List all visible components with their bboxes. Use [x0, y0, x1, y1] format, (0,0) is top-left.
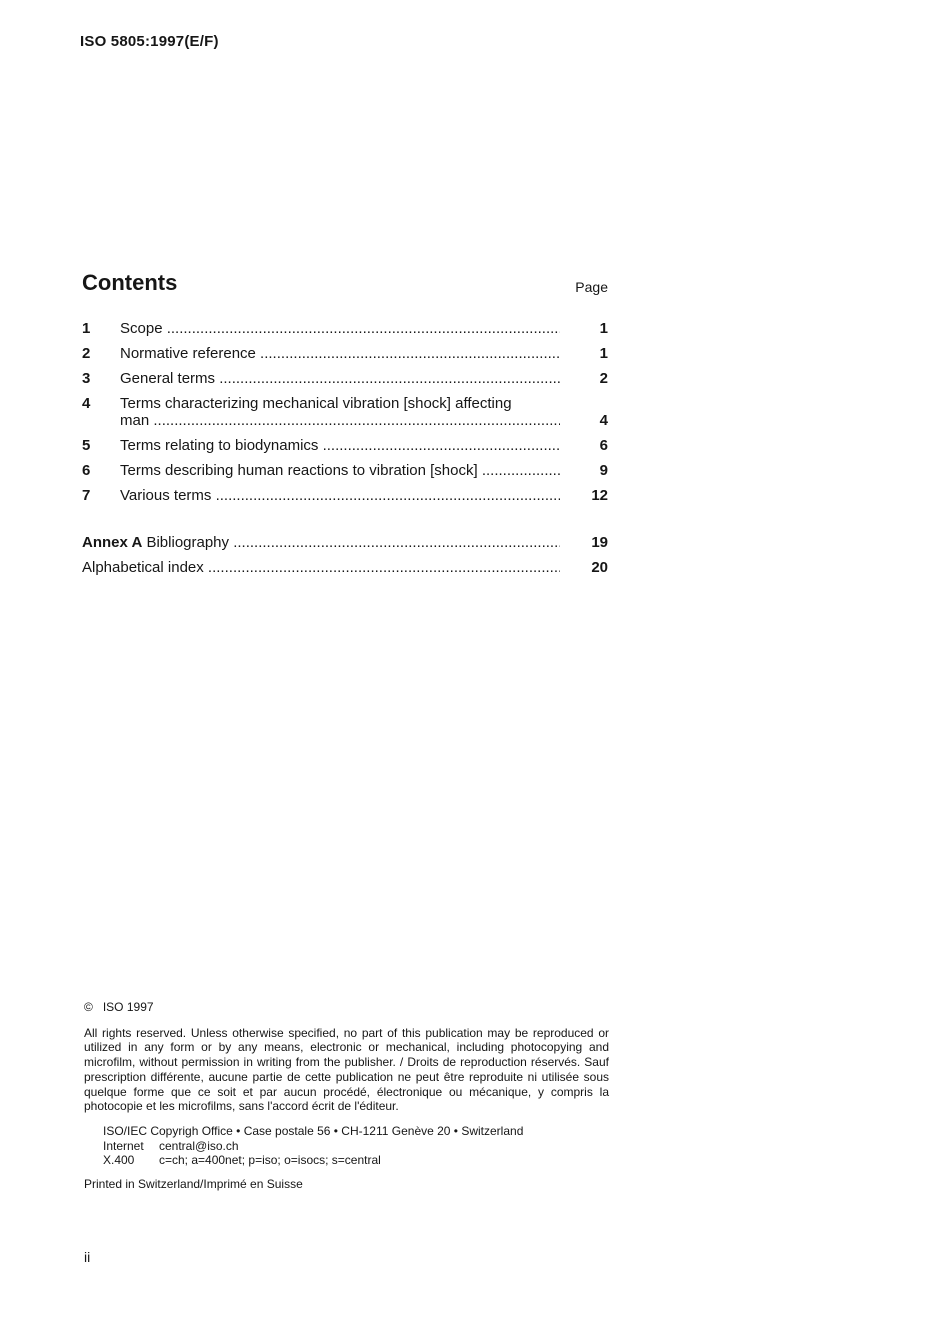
toc-entry-page: 6: [596, 437, 608, 454]
toc-entry-annex-a[interactable]: [82, 534, 610, 551]
toc-entry-title: Terms describing human reactions to vibration [shock]: [120, 462, 478, 479]
toc-entry-page: 19: [587, 534, 608, 551]
printed-in-line: Printed in Switzerland/Imprimé en Suisse: [84, 1177, 303, 1192]
dot-leader: [318, 437, 560, 454]
dot-leader: [229, 534, 560, 551]
annex-title: Bibliography: [146, 534, 230, 551]
toc-entry-title: Scope: [120, 320, 163, 337]
x400-label: X.400: [103, 1153, 135, 1168]
copyright-year: ISO 1997: [102, 1000, 154, 1014]
toc-entry-3[interactable]: [82, 370, 610, 387]
toc-entry-number: 3: [82, 370, 91, 387]
dot-leader: [163, 320, 560, 337]
dot-leader: [149, 412, 560, 429]
rights-statement: All rights reserved. Unless otherwise specified, no part of this publication may be reproduced or utilized in any form or by any means, electronic or mechanical, including photocopying and microfilm, without permission in writing from the publisher. / Droits de reproduction réservés. Sauf prescription différente, aucune partie de cette publication ne peut être reproduite ni utilisée sous quelque forme que ce soit et par aucun procédé, électronique ou mécanique, y compris la photocopie et les microfilms, sans l'accord écrit de l'éditeur.: [84, 1025, 609, 1114]
dot-leader: [211, 487, 560, 504]
internet-value: central@iso.ch: [159, 1138, 239, 1153]
toc-entry-page: 9: [596, 462, 608, 479]
toc-entry-title-continued: man: [120, 412, 150, 429]
toc-entry-4[interactable]: [82, 395, 610, 429]
document-id-header: ISO 5805:1997(E/F): [80, 33, 219, 50]
contents-heading-row: [82, 270, 610, 310]
copyright-icon: ©: [84, 1000, 93, 1014]
toc-entry-title: Terms characterizing mechanical vibration [shock] affecting: [120, 395, 512, 412]
copyright-office-address: [103, 1124, 609, 1168]
index-title: Alphabetical index: [82, 559, 204, 576]
toc-entry-6[interactable]: [82, 462, 610, 479]
spacer: [82, 512, 610, 534]
copyright-notice: [84, 1000, 609, 1192]
toc-entry-page: 1: [596, 345, 608, 362]
toc-entry-page: 4: [596, 412, 608, 429]
toc-entry-5[interactable]: [82, 437, 610, 454]
toc-entry-page: 2: [596, 370, 608, 387]
page-column-label: Page: [575, 279, 608, 295]
toc-entry-page: 20: [587, 559, 608, 576]
toc-entry-7[interactable]: [82, 487, 610, 504]
x400-row: [103, 1153, 609, 1168]
toc-entry-title: Terms relating to biodynamics: [120, 437, 319, 454]
copyright-line: [84, 1000, 609, 1015]
toc-entry-title: General terms: [120, 370, 216, 387]
toc-entry-page: 1: [596, 320, 608, 337]
toc-entry-2[interactable]: [82, 345, 610, 362]
toc-entry-index[interactable]: [82, 559, 610, 576]
toc-list: [82, 320, 610, 576]
toc-entry-page: 12: [587, 487, 608, 504]
toc-entry-number: 4: [82, 395, 91, 412]
toc-entry-number: 1: [82, 320, 91, 337]
toc-entry-title: Various terms: [120, 487, 212, 504]
dot-leader: [256, 345, 560, 362]
x400-value: c=ch; a=400net; p=iso; o=isocs; s=central: [159, 1153, 381, 1168]
page-number: ii: [84, 1249, 91, 1265]
toc-entry-1[interactable]: [82, 320, 610, 337]
toc-entry-number: 6: [82, 462, 91, 479]
office-line: ISO/IEC Copyrigh Office • Case postale 56 • CH-1211 Genève 20 • Switzerland: [103, 1123, 524, 1138]
toc-entry-number: 5: [82, 437, 91, 454]
internet-label: Internet: [103, 1138, 144, 1153]
toc-entry-title: Normative reference: [120, 345, 256, 362]
toc-entry-number: 2: [82, 345, 91, 362]
dot-leader: [204, 559, 560, 576]
contents-title: Contents: [82, 270, 178, 295]
internet-row: [103, 1139, 609, 1154]
annex-label: Annex A: [82, 534, 143, 551]
toc-entry-number: 7: [82, 487, 91, 504]
dot-leader: [215, 370, 560, 387]
dot-leader: [478, 462, 560, 479]
table-of-contents: [82, 270, 610, 584]
